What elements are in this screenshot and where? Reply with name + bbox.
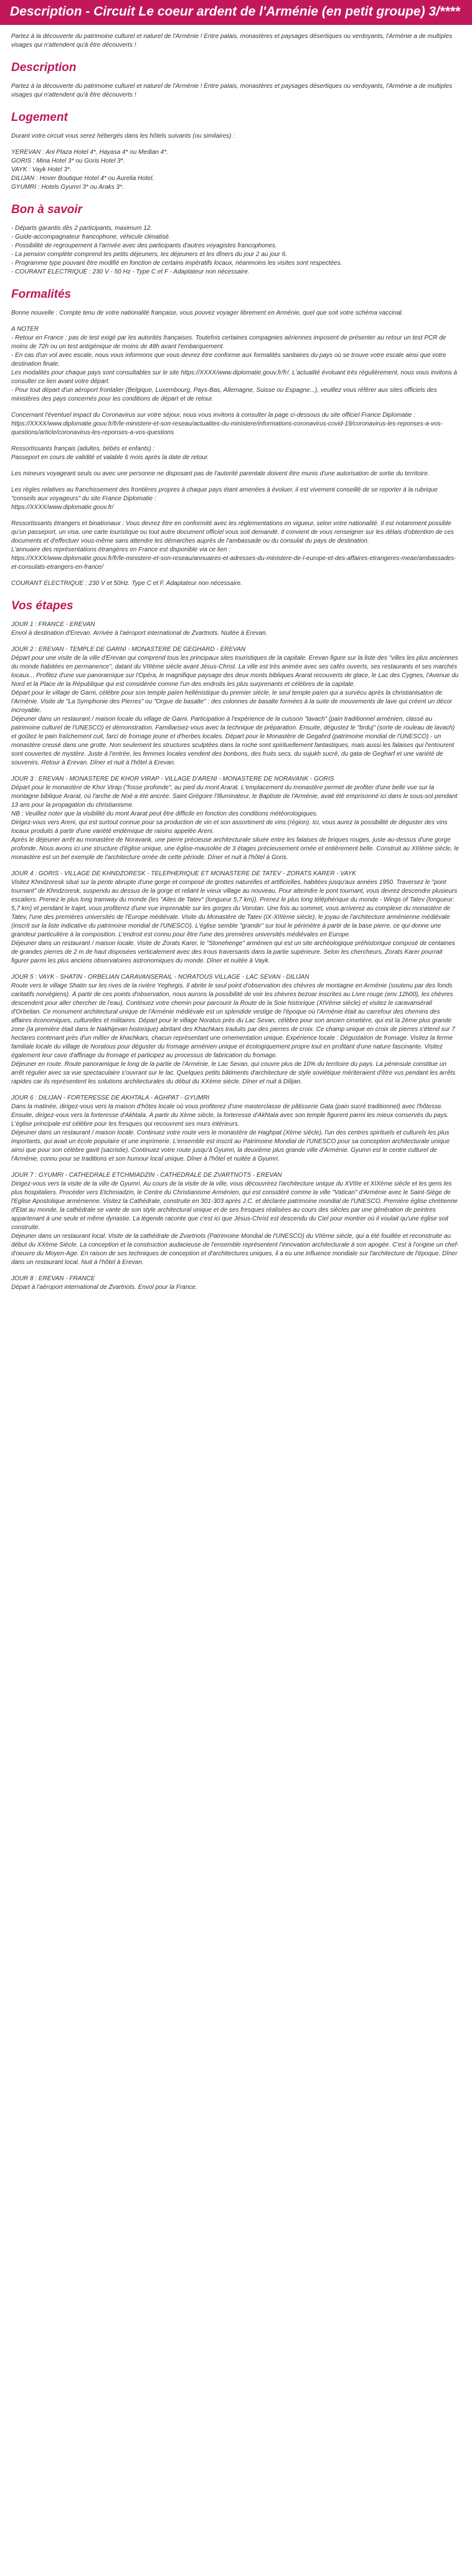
hotel-item: GORIS : Mina Hotel 3* ou Goris Hotel 3*.: [11, 158, 125, 164]
days-list: [11, 620, 461, 1292]
text-line: Passeport en cours de validité et valable 6 mois après la date de retour.: [11, 454, 209, 461]
info-item: - La pension complète comprend les petits déjeuners, les déjeuners et les dîners du jour 2 au jour 6.: [11, 251, 288, 258]
hotel-item: VAYK : Vayk Hotel 3*.: [11, 166, 72, 173]
day-title: JOUR 1 : FRANCE - EREVAN: [11, 621, 95, 628]
day-title: JOUR 7 : GYUMRI - CATHEDRALE ETCHMIADZIN - CATHEDRALE DE ZVARTNOTS - EREVAN: [11, 1172, 282, 1179]
day-item: [11, 620, 461, 638]
formalites-paragraph: [11, 486, 461, 512]
text-line: Déjeuner dans un restaurant local. Visite de la cathédrale de Zvartnots (Patrimoine Mondial de l'UNESCO) du VIIème siècle, qui a été fouillée et reconstruite au début du XXème Siècle. La conception et la construction audacieuse de l'ensemble représentent l'innovation architecturale à son apogée. C'est à l'origine un chef-d'oeuvre du Moyen-Age. En raison de ses techniques de conception et d'architectures uniques, il a eu une influence mondiale sur l'architecture de l'époque. Dîner dans un restaurant local. Nuit à l'hôtel à Erevan.: [11, 1233, 459, 1266]
text-line: Déjeuner en route. Route panoramique le long de la partie de l'Arménie, le Lac Sevan, qui couvre plus de 10% du territoire du pays. La péninsule constitue un arrêt régulier avec sa vue spectaculaire s'ouvrant sur le lac. Quelques petits bâtiments d'architecture de style soviétique mériteraient d'être vus pendant les arrêts rapides car ils représentent les solutions architecturales du début du XXème siècle. Dîner et nuit à Dilijan.: [11, 1061, 456, 1085]
day-text: [11, 878, 461, 966]
formalites-paragraph: [11, 579, 461, 588]
info-item: - Programme type pouvant être modifié en fonction de certains impératifs locaux, néanmoins les visites sont respectées.: [11, 260, 342, 267]
text-line: Départ pour le village de Garni, célèbre pour son temple païen hellénistique du premier siècle, le seul temple païen qui a survécu après la christianisation de l'Arménie. Visite de "La Symphonie des Pierres" ou "Orgue de basalte" : des colonnes de basalte formées à la suite de mouvements de lave qui créent un décor incroyable.: [11, 690, 452, 714]
formalites-paragraph: [11, 325, 461, 404]
text-line: COURANT ELECTRIQUE : 230 V et 50Hz. Type C et F. Adaptateur non nécessaire.: [11, 580, 243, 587]
formalites-paragraph: [11, 411, 461, 437]
day-text: [11, 1283, 461, 1292]
text-line: Départ pour le monastère de Khor Virap ("fosse profonde", au pied du mont Ararat. L'emplacement du monastère permet de profiter d'une belle vue sur la montagne biblique Ararat, où l'arche de Noé a été ancrée. Saint Grégoire l'Illuminateur, le Baptiste de l'Arménie, avait été emprisonné ici dans le sous-sol pendant 13 ans pour la propagation du christianisme.: [11, 784, 458, 809]
text-line: https://XXXX/www.diplomatie.gouv.fr/fr/le-ministere-et-son-reseau/actualites-du-ministere/informations-coronavirus-covid-19/coronavirus-les-reponses-a-vos-questions/article/coronavirus-les-reponses-a-vos-questions: [11, 421, 443, 436]
day-text: [11, 629, 461, 638]
formalites-section: [11, 288, 461, 588]
text-line: https://XXXX/www.diplomatie.gouv.fr/: [11, 504, 114, 511]
formalites-paragraph: [11, 470, 461, 478]
text-line: L'annuaire des représentations étrangères en France est disponible via ce lien :: [11, 546, 231, 553]
text-line: - Pour tout départ d'un aéroport frontalier (Belgique, Luxembourg, Pays-Bas, Allemagne, Suisse ou Espagne...), veuillez vous référer aux sites officiels des ministères des pays concernés pour les conditions de départ et de retour.: [11, 387, 437, 402]
text-line: Départ à l'aéroport international de Zvartnots. Envol pour la France.: [11, 1284, 197, 1291]
description-heading: Description: [11, 61, 77, 74]
formalites-body: [11, 309, 461, 588]
day-title: JOUR 5 : VAYK - SHATIN - ORBELIAN CARAVANSERAIL - NORATOUS VILLAGE - LAC SEVAN - DILIJAN: [11, 974, 309, 981]
logement-lead: Durant votre circuit vous serez hébergés dans les hôtels suivants (ou similaires) :: [11, 133, 235, 140]
day-text: [11, 1180, 461, 1267]
text-line: Envol à destination d'Erevan. Arrivée à l'aéroport international de Zvartnots. Nuitée à Erevan.: [11, 630, 268, 637]
text-line: Ressortissants français (adultes, bébés et enfants) :: [11, 445, 155, 452]
text-line: Dirigez-vous vers Areni, qui est surtout connue pour sa production de vin et son assortiment de vins (région). Ici, vous aurez la possibilité de déguster des vins locaux produits à partir d'une variété endémique de raisins appelée Areni.: [11, 819, 448, 835]
hotel-item: DILIJAN : Hover Boutique Hotel 4* ou Aurelia Hotel.: [11, 175, 154, 182]
formalites-paragraph: [11, 445, 461, 462]
page-title: Description - Circuit Le coeur ardent de l'Arménie (en petit groupe) 3/****: [0, 0, 472, 25]
text-line: Déjeuner dans un restaurant / maison locale. Continuez votre route vers le monastère de Haghpat (Xème siècle), l'un des centres spirituels et culturels les plus importants, qui avait un école populaire et une imprimerie. L'ensemble est inscrit au Patrimoine Mondial de l'UNESCO pour sa conception architecturale unique ainsi que pour son célèbre gavit (sacristie). Continuez votre route jusqu'à Gyumri, la deuxième plus grande ville d'Arménie. Gyumri est le centre culturel de l'Arménie, connu pour se traditions et son humour local unique. Dîner à l'hôtel et nuitée à Gyumri.: [11, 1129, 450, 1162]
intro-text: Partez à la découverte du patrimoine culturel et naturel de l'Arménie ! Entre palais, monastères et paysages désertiques ou verdoyants, l'Arménie a de multiples visages qui n'attendent qu'à être découverts !: [11, 33, 453, 49]
text-line: Dirigez-vous vers la visite de la ville de Gyumri. Au cours de la visite de la ville, vous découvrirez l'architecture unique du XVIIIe et XIXème siècle et les gens les plus hospitaliers. Procéder vers Etchmiadzin, le Centre du Christianisme Arménien, qui est considéré comme la ville "Vatican" d'Arménie avec le Saint-Siège de l'Eglise Apostolique arménienne. Visitez la Cathédrale, construite en 301-303 après J.C. et déclarée patrimoine mondial de l'UNESCO. Première église chrétienne d'Etat au monde, la cathédrale se vante de son style architectural unique et de ses fresques réalisées au cours des siècles par une génération de peintres appartenant à une seule et même dynastie. La légende raconte que c'est ici que Jésus-Christ est descendu du Ciel pour montrer où il voulait qu'une église soit construite.: [11, 1181, 458, 1231]
text-line: Visitez Khndzoresk situé sur la pente abrupte d'une gorge et composé de grottes naturelles et artificielles, habitées jusqu'aux années 1950. Traversez le "pont tournant" de Khndzoresk, suspendu au dessus de la gorge et reliant le vieux village au nouveau. Pour atteindre le pont tournant, vous devrez descendre plusieurs escaliers. Prenez le plus long tramway du monde (les "Ailes de Tatev" (longueur 5,7 km)). Prenez le plus long téléphérique du monde - Wings of Tatev (longueur: 5,7 km) et pendant le trajet, vous profiterez d'une vue imprenable sur les gorges du Vorotan. Une fois au sommet, vous arriverez au complexe du monastère de Tatev, l'une des premières universités de l'Europe médiévale. Visite du Monastère de Tatev (IX-XIIIème siècle), le joyau de l'architecture arménienne médiévale (inscrit sur la liste indicative du patrimoine mondial de l'UNESCO). L'église semble "grandir" sur tout le périmètre à partir de la base pierre, ce qui donne une grandeur particulière à la composition. L'endroit est connu pour être l'une des premières universités médiévales en Europe.: [11, 879, 458, 938]
text-line: Après le déjeuner arrêt au monastère de Noravank, une pierre précieuse architecturale située entre les falaises de briques rouges, juste au-dessus d'une gorge profonde. Nous avons ici une structure d'église unique, une église-mausolée de 3 étages précieusement ornée et entièrement belle. Construit au XIIIème siècle, le monastère est un bel exemple de l'architecture ornée de cette période. Dîner et nuit à l'hôtel à Goris.: [11, 837, 459, 861]
day-item: [11, 645, 461, 768]
formalites-paragraph: [11, 520, 461, 572]
text-line: NB : Veuillez noter que la visibilité du mont Ararat peut être difficile en fonction des conditions météorologiques.: [11, 810, 318, 817]
day-item: [11, 1094, 461, 1164]
day-item: [11, 775, 461, 862]
day-item: [11, 870, 461, 966]
day-title: JOUR 6 : DILIJAN - FORTERESSE DE AKHTALA - AGHPAT - GYUMRI: [11, 1095, 210, 1101]
text-line: Déjeuner dans un restaurant / maison locale du village de Garni. Participation à l'expérience de la cuisson "lavach" (pain traditionnel arménien, classé au patrimoine culturel de l'UNESCO) et démonstration. Familiarisez-vous avec la technique de préparation. Ensuite, dégustez le "brduj" (sorte de rouleau de lavach) et goûtez le pain fraîchement cuit, farci de fromage jeune et d'herbes locales. Départ pour le Monastère de Gegahrd (patrimoine mondial de l'UNESCO) - un monastère creusé dans une grotte. Non seulement les structures sculptées dans la roche sont spirituellement fantastiques, mais aussi les falaises qui l'entourent sont couvertes de mystère. Juste à l'entrée, les femmes locales vendent des bonbons, des fruits secs, du sujukh sucré, du gata de Gegharf et une variété de souvenirs. Retour à Erevan. Dîner et nuit à l'hôtel à Erevan.: [11, 716, 455, 766]
text-line: Déjeuner dans un restaurant / maison locale. Visite de Zorats Karer, le "Stonehenge" arménien qui est un site archéologique préhistorique composé de centaines de grandes pierres de 2 m de haut disposées verticalement avec des trous traversants dans la partie supérieure. Selon les chercheurs, Zorats Karer pourrait figurer parmi les plus anciens observatoires astronomiques du monde. Dîner et nuitée à Vayk.: [11, 940, 455, 964]
text-line: Dans la matinée, dirigez-vous vers la maison d'hôtes locale où vous profiterez d'une masterclasse de pâtisserie Gata (pain sucré traditionnel) avec l'hôtesse. Ensuite, dirigez-vous vers la forteresse d'Akhtala. À partir du Xème siècle, la forteresse d'Akhtala avec son temple figurent parmi les mieux conservés du pays. L'église principale est célèbre pour les fresques qui recouvrent ses murs intérieurs.: [11, 1103, 449, 1128]
text-line: Route vers le village Shatin sur les rives de la rivière Yeghegis. Il abrite le seul point d'observation des chèvres de montagne en Arménie (soutenu par des fonds caritatifs norvégiens). À partir de ces points d'observation, nous aurons la possibilité de voir les chèvres bezoar inscrites au Livre rouge (env 12h00), les chèvres descendent pour aller chercher de l'eau). Continuez votre chemin pour parcourir la Route de la Soie historique (XIVème siècle) et visitez le caravansérail d'Orbelian. Ce monument architectural unique de l'Arménie médiévale est un splendide vestige de l'époque où l'Arménie était au carrefour des chemins des affaires économiques, culturelles et militaires. Départ pour le village Noratus près du Lac Sevan, célèbre pour son ancien cimetière, qui est la 2ème plus grande zone (la première était dans le Nakhijevan historique) abritant des Khachkars traduits par des pierres de croix. Ce champ unique en croix de pierres s'étend sur 7 hectares contenant près d'un millier de khachkars, chacun représentant une ornementation unique. Expérience locale : Dégustation de fromage. Visitez la ferme familiale locale du village de Noratous pour déguster du fromage arménien unique et écologiquement propre tout en profitant d'une nature fascinante. Visitez également leur cave d'affinage du fromage et participez au processus de fabrication du fromage.: [11, 982, 455, 1059]
logement-heading: Logement: [11, 111, 68, 124]
logement-section: [11, 111, 461, 192]
text-line: Les mineurs voyageant seuls ou avec une personne ne disposant pas de l'autorité parentale doivent être munis d'une autorisation de sortie du territoire.: [11, 470, 430, 477]
text-line: Bonne nouvelle : Compte tenu de votre nationalité française, vous pouvez voyager librement en Arménie, quel que soit votre schéma vaccinal.: [11, 310, 404, 316]
info-item: - Possibilité de regroupement à l'arrivée avec des participants d'autres voyagistes francophones.: [11, 242, 277, 249]
info-item: - Départs garantis dès 2 participants, maximum 12.: [11, 225, 153, 232]
text-line: Départ pour une visite de la ville d'Erevan qui comprend tous les principaux sites touristiques de la capitale. Erevan figure sur la liste des "villes les plus anciennes du monde habitées en permanence", datant du VIIIème siècle avant Jésus-Christ. La ville est très animée avec ses cafés ouverts, ses restaurants et ses marchés locaux... Profitez d'une vue panoramique sur l'Opéra, le magnifique paysage des deux monts bibliques Ararat recouverts de glace, le Lac des Cygnes, l'Avenue du Nord et la Place de la République qui est considérée comme l'un des endroits les plus surprenants et célèbres de la capitale.: [11, 655, 459, 688]
day-text: [11, 654, 461, 768]
text-line: https://XXXX/www.diplomatie.gouv.fr/fr/le-ministere-et-son-reseau/annuaires-et-adresses-du-ministere-de-l-europe-et-des-affaires-etrangeres-meae/ambassades-et-consulats-etrangers-en-france/: [11, 555, 456, 571]
info-item: - Guide-accompagnateur francophone, véhicule climatisé.: [11, 234, 171, 240]
text-line: Ressortissants étrangers et binationaux : Vous devrez être en conformité avec les réglementations en vigueur, selon votre nationalité. Il est notamment possible qu'un passeport, un visa, une carte touristique ou tout autre document officiel vous soit demandé. Il convient de vous renseigner sur les délais d'obtention de ces documents et d'effectuer vous-même sans attendre les démarches auprès de l'ambassade ou du consulat du pays de destination.: [11, 520, 454, 544]
description-text: Partez à la découverte du patrimoine culturel et naturel de l'Arménie ! Entre palais, monastères et paysages désertiques ou verdoyants, l'Arménie a de multiples visages qui n'attendent qu'à être découverts !: [11, 83, 453, 98]
description-section: [11, 61, 461, 100]
day-item: [11, 973, 461, 1086]
text-line: - Retour en France : pas de test exigé par les autorités françaises. Toutefois certaines compagnies aériennes imposent de présenter au retour un test PCR de moins de 72h ou un test antigénique de moins de 48h avant l'embarquement.: [11, 335, 446, 350]
day-text: [11, 1103, 461, 1164]
etapes-section: [11, 599, 461, 1292]
day-title: JOUR 8 : EREVAN - FRANCE: [11, 1275, 95, 1282]
bon-a-savoir-heading: Bon à savoir: [11, 203, 83, 216]
etapes-heading: Vos étapes: [11, 599, 73, 612]
day-item: [11, 1171, 461, 1267]
info-item: - COURANT ELECTRIQUE : 230 V - 50 Hz - Type C et F - Adaptateur non nécessaire.: [11, 269, 250, 275]
text-line: Les modalités pour chaque pays sont consultables sur le site https://XXXX/www.diplomatie.gouv.fr/fr/. L'actualité évoluant très régulièrement, nous vous invitons à consulter ce lien avant votre départ.: [11, 369, 457, 385]
text-line: Concernant l'éventuel impact du Coronavirus sur votre séjour, nous vous invitons à consulter la page ci-dessous du site officiel France Diplomatie :: [11, 412, 415, 419]
day-title: JOUR 2 : EREVAN - TEMPLE DE GARNI - MONASTERE DE GEGHARD - EREVAN: [11, 646, 246, 653]
day-text: [11, 982, 461, 1086]
day-title: JOUR 4 : GORIS - VILLAGE DE KHNDZORESK - TELEPHERIQUE ET MONASTERE DE TATEV - ZORATS KARER - VAYK: [11, 870, 356, 877]
text-line: A NOTER: [11, 326, 39, 333]
day-item: [11, 1275, 461, 1292]
text-line: Les règles relatives au franchissement des frontières propres à chaque pays étant amenées à évoluer, il est vivement conseillé de se reporter à la rubrique "conseils aux voyageurs" du site France Diplomatie :: [11, 487, 438, 502]
hotel-item: GYUMRI : Hotels Gyumri 3* ou Araks 3*.: [11, 184, 124, 191]
day-title: JOUR 3 : EREVAN - MONASTERE DE KHOR VIRAP - VILLAGE D'ARENI - MONASTERE DE NORAVANK - GORIS: [11, 776, 334, 782]
formalites-heading: Formalités: [11, 288, 72, 301]
day-text: [11, 784, 461, 862]
hotel-item: YEREVAN : Ani Plaza Hotel 4*, Hayasa 4* ou Median 4*.: [11, 149, 168, 156]
text-line: - En cas d'un vol avec escale, nous vous informons que vous devrez être conforme aux formalités sanitaires du pays où se trouve votre escale ainsi que votre destination finale.: [11, 352, 446, 368]
bon-a-savoir-section: [11, 203, 461, 277]
formalites-paragraph: [11, 309, 461, 318]
